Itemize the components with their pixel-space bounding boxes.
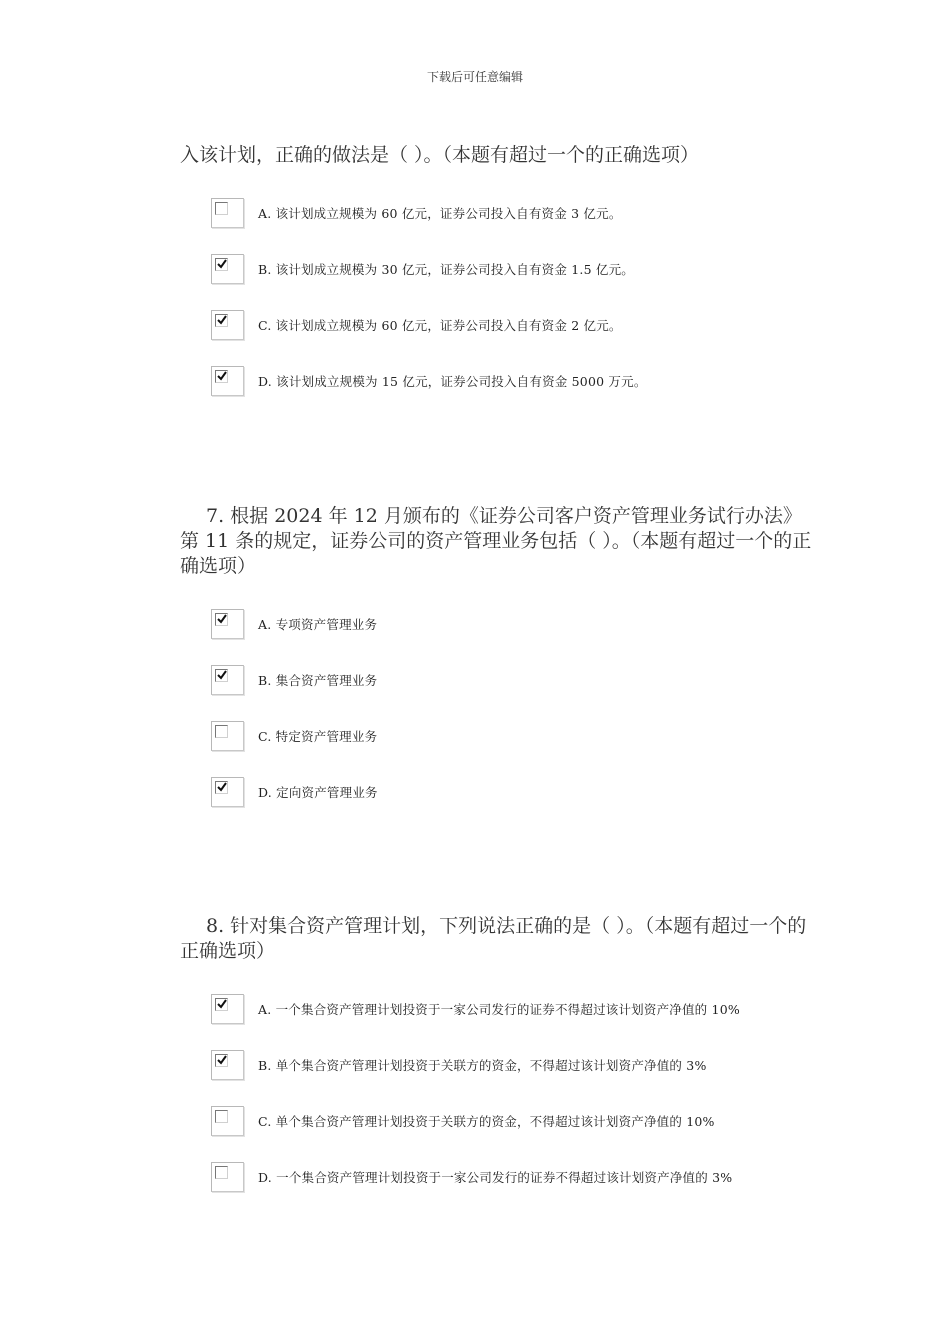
checkmark-icon: [217, 782, 227, 792]
checkbox[interactable]: [211, 366, 244, 396]
option-label: C. 单个集合资产管理计划投资于关联方的资金，不得超过该计划资产净值的 10%: [258, 1114, 715, 1129]
option-a: [180, 196, 815, 230]
checkbox[interactable]: [211, 1162, 244, 1192]
option-c: [180, 308, 815, 342]
checkmark-icon: [217, 614, 227, 624]
question-7: [180, 504, 815, 831]
checkbox[interactable]: [211, 198, 244, 228]
option-d: [180, 364, 815, 398]
option-label: B. 该计划成立规模为 30 亿元，证券公司投入自有资金 1.5 亿元。: [258, 262, 635, 277]
option-label: C. 该计划成立规模为 60 亿元，证券公司投入自有资金 2 亿元。: [258, 318, 622, 333]
checkmark-icon: [217, 371, 227, 381]
option-d: [180, 775, 815, 809]
checkmark-icon: [217, 999, 227, 1009]
option-label: C. 特定资产管理业务: [258, 729, 378, 744]
checkmark-icon: [217, 1055, 227, 1065]
option-label: A. 一个集合资产管理计划投资于一家公司发行的证券不得超过该计划资产净值的 10%: [258, 1002, 740, 1017]
option-label: D. 一个集合资产管理计划投资于一家公司发行的证券不得超过该计划资产净值的 3%: [258, 1170, 733, 1185]
checkbox[interactable]: [211, 777, 244, 807]
checkmark-icon: [217, 259, 227, 269]
option-d: [180, 1160, 815, 1194]
checkbox[interactable]: [211, 1050, 244, 1080]
checkbox[interactable]: [211, 1106, 244, 1136]
checkbox[interactable]: [211, 254, 244, 284]
checkbox[interactable]: [211, 721, 244, 751]
option-label: A. 该计划成立规模为 60 亿元，证券公司投入自有资金 3 亿元。: [258, 206, 622, 221]
question-text: 8. 针对集合资产管理计划，下列说法正确的是（ ）。（本题有超过一个的正确选项）: [180, 915, 807, 962]
checkbox[interactable]: [211, 994, 244, 1024]
checkbox[interactable]: [211, 609, 244, 639]
checkmark-icon: [217, 315, 227, 325]
option-c: [180, 1104, 815, 1138]
option-label: D. 该计划成立规模为 15 亿元，证券公司投入自有资金 5000 万元。: [258, 374, 647, 389]
question-text: 入该计划，正确的做法是（ ）。（本题有超过一个的正确选项）: [180, 144, 700, 166]
option-b: [180, 1048, 815, 1082]
option-b: [180, 663, 815, 697]
page-header: 下载后可任意编辑: [426, 70, 523, 84]
option-label: B. 单个集合资产管理计划投资于关联方的资金，不得超过该计划资产净值的 3%: [258, 1058, 707, 1073]
option-label: A. 专项资产管理业务: [258, 617, 378, 632]
option-a: [180, 992, 815, 1026]
option-list: [180, 196, 815, 398]
question-6: [180, 143, 815, 420]
option-label: D. 定向资产管理业务: [258, 785, 378, 800]
checkmark-icon: [217, 670, 227, 680]
option-label: B. 集合资产管理业务: [258, 673, 378, 688]
checkbox[interactable]: [211, 310, 244, 340]
question-text: 7. 根据 2024 年 12 月颁布的《证券公司客户资产管理业务试行办法》第 11 条的规定，证券公司的资产管理业务包括（ ）。（本题有超过一个的正确选项）: [180, 505, 812, 577]
option-list: [180, 607, 815, 809]
option-b: [180, 252, 815, 286]
option-list: [180, 992, 815, 1194]
option-a: [180, 607, 815, 641]
checkbox[interactable]: [211, 665, 244, 695]
question-8: [180, 914, 815, 1216]
option-c: [180, 719, 815, 753]
